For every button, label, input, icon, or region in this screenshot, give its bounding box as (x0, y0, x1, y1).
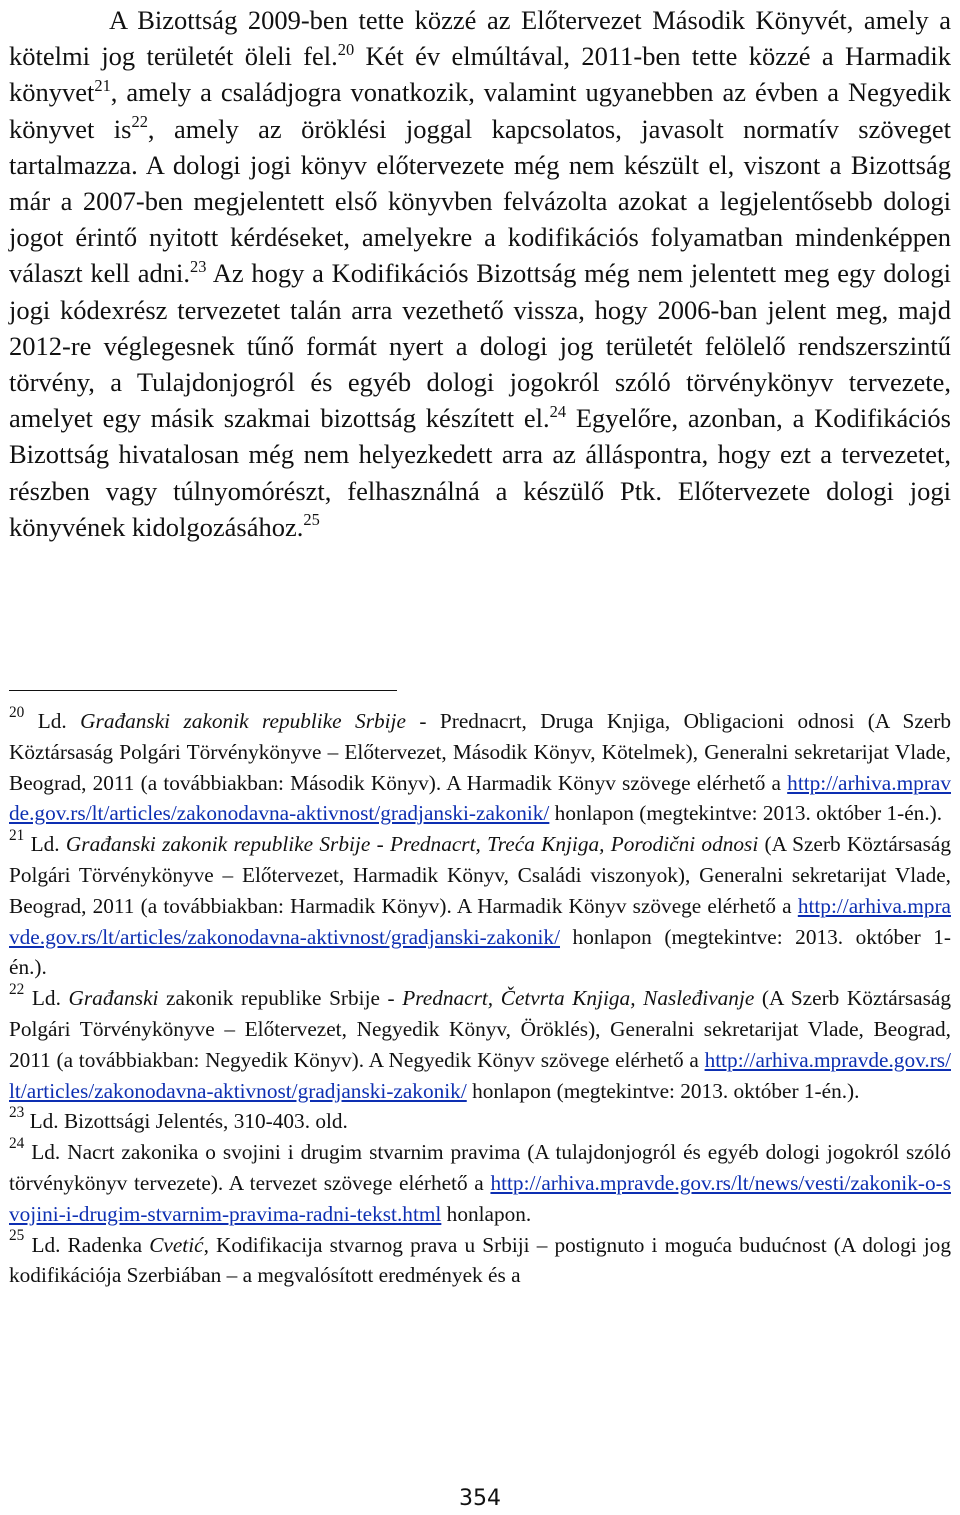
footnote-link[interactable]: http://arhiva.mpravde.gov.rs/lt/articles/zakonodavna-aktivnost/gradjanski-zakonik/ (9, 1047, 951, 1103)
text-run: , amely az öröklési joggal kapcsolatos, javasolt normatív szöveget tartalmazza. A dologi jogi könyv előtervezete még nem készült el, viszont a Bizottság már a 2007-ben megjelentett első könyvben felvázolta azokat a legjelentősebb dologi jogot érintő nyitott kérdéseket, amelyekre a kodifikációs folyamatban mindenképpen választ kell adni. (9, 113, 951, 289)
footnote-text: Ld. (24, 986, 69, 1011)
footnote-author: Cvetić (149, 1232, 204, 1257)
footnote-number: 22 (9, 981, 25, 999)
footnote-number: 20 (9, 703, 25, 721)
footnote-22 (9, 983, 951, 1106)
page-number: 354 (459, 1486, 501, 1511)
footnote-number: 21 (9, 827, 25, 845)
footnote-text: honlapon (megtekintve: 2013. október 1-én.). (9, 924, 951, 980)
text-run: Az hogy a Kodifikációs Bizottság még nem jelentett meg egy dologi jogi kódexrész tervezetet talán arra vezethető vissza, hogy 2006-ban jelent meg, majd 2012-re véglegesnek tűnő formát nyert a dologi jog területét felölelő rendszerszintű törvény, a Tulajdonjogról és egyéb dologi jogokról szóló törvénykönyv tervezete, amelyet egy másik szakmai bizottság készített el. (9, 258, 951, 434)
footnote-ref-20[interactable]: 20 (337, 39, 355, 59)
footnote-20 (9, 703, 951, 829)
footnote-text: honlapon (megtekintve: 2013. október 1-én.). (549, 801, 943, 826)
footnote-link[interactable]: http://arhiva.mpravde.gov.rs/lt/articles/zakonodavna-aktivnost/gradjanski-zakonik/ (9, 893, 951, 949)
footnote-number: 25 (9, 1227, 25, 1245)
footnotes (9, 703, 951, 1291)
text-run: A Bizottság 2009-ben tette közzé az Előtervezet Második Könyvét, amely a kötelmi jog területét öleli fel. (9, 5, 951, 72)
footnote-text: (A Szerb Köztársaság Polgári Törvénykönyve – Előtervezet, Negyedik Könyv, Öröklés), Generalni sekretarijat Vlade, Beograd, 2011 (a továbbiakban: Negyedik Könyv). A Negyedik Könyv szövege elérhető a (9, 986, 951, 1072)
footnote-link[interactable]: http://arhiva.mpravde.gov.rs/lt/articles/zakonodavna-aktivnost/gradjanski-zakonik/ (9, 770, 951, 826)
footnote-text: honlapon (megtekintve: 2013. október 1-én.). (466, 1078, 860, 1103)
footnote-24 (9, 1137, 951, 1229)
body-text (9, 2, 951, 545)
footnote-text: Ld. (24, 832, 66, 857)
footnote-text: Ld. Bizottsági Jelentés, 310-403. old. (24, 1109, 348, 1134)
footnote-title: Građanski zakonik republike Srbije - Prednacrt, Treća Knjiga, Porodični odnosi (65, 832, 759, 857)
text-run: Két év elmúltával, 2011-ben tette közzé a Harmadik könyvet (9, 41, 951, 108)
text-run: , amely a családjogra vonatkozik, valamint ugyanebben az évben a Negyedik könyvet is (9, 77, 951, 144)
footnote-ref-22[interactable]: 22 (131, 111, 148, 131)
footnote-ref-24[interactable]: 24 (549, 401, 567, 421)
footnote-link[interactable]: http://arhiva.mpravde.gov.rs/lt/news/vesti/zakonik-o-svojini-i-drugim-stvarnim-pravima-radni-tekst.html (9, 1170, 951, 1226)
footnote-text: zakonik republike Srbije - (158, 986, 403, 1011)
footnote-number: 24 (9, 1135, 25, 1152)
footnote-separator (9, 690, 397, 691)
footnote-text: - Prednacrt, Druga Knjiga, Obligacioni odnosi (A Szerb Köztársaság Polgári Törvénykönyve – Előtervezet, Második Könyv, Kötelmek), Generalni sekretarijat Vlade, Beograd, 2011 (a továbbiakban: Második Könyv). A Harmadik Könyv szövege elérhető a (9, 709, 951, 795)
footnote-text: , Kodifikacija stvarnog prava u Srbiji – postignuto i moguća budućnost (A dologi jog kodifikációja Szerbiában – a megvalósított eredmények és a (9, 1232, 951, 1288)
footnote-text: honlapon. (441, 1201, 532, 1226)
footnote-text: Ld. Radenka (24, 1232, 150, 1257)
footnote-ref-21[interactable]: 21 (94, 75, 111, 95)
footnote-25 (9, 1227, 951, 1292)
footnote-title: Prednacrt, Četvrta Knjiga, Nasleđivanje (402, 986, 755, 1011)
footnote-ref-25[interactable]: 25 (303, 510, 320, 530)
footnote-21 (9, 829, 951, 983)
paragraph (9, 2, 951, 545)
footnote-title: Građanski (68, 986, 159, 1011)
footnote-number: 23 (9, 1104, 25, 1122)
footnote-text: Ld. Nacrt zakonika o svojini i drugim stvarnim pravima (A tulajdonjogról és egyéb dologi jogokról szóló törvénykönyv tervezete). A tervezet szövege elérhető a (9, 1140, 951, 1195)
text-run: Egyelőre, azonban, a Kodifikációs Bizottság hivatalosan még nem helyezkedett arra az álláspontra, hogy ezt a tervezetet, részben vagy túlnyomórészt, felhasználná a készülő Ptk. Előtervezete dologi jogi könyvének kidolgozásához. (9, 403, 951, 542)
footnote-text: Ld. (24, 709, 81, 733)
footnote-23 (9, 1106, 951, 1137)
footnote-ref-23[interactable]: 23 (190, 256, 207, 276)
footnote-text: (A Szerb Köztársaság Polgári Törvénykönyve – Előtervezet, Harmadik Könyv, Családi viszonyok), Generalni sekretarijat Vlade, Beograd, 2011 (a továbbiakban: Harmadik Könyv). A Harmadik Könyv szövege elérhető a (9, 832, 951, 918)
footnote-title: Građanski zakonik republike Srbije (80, 709, 406, 733)
